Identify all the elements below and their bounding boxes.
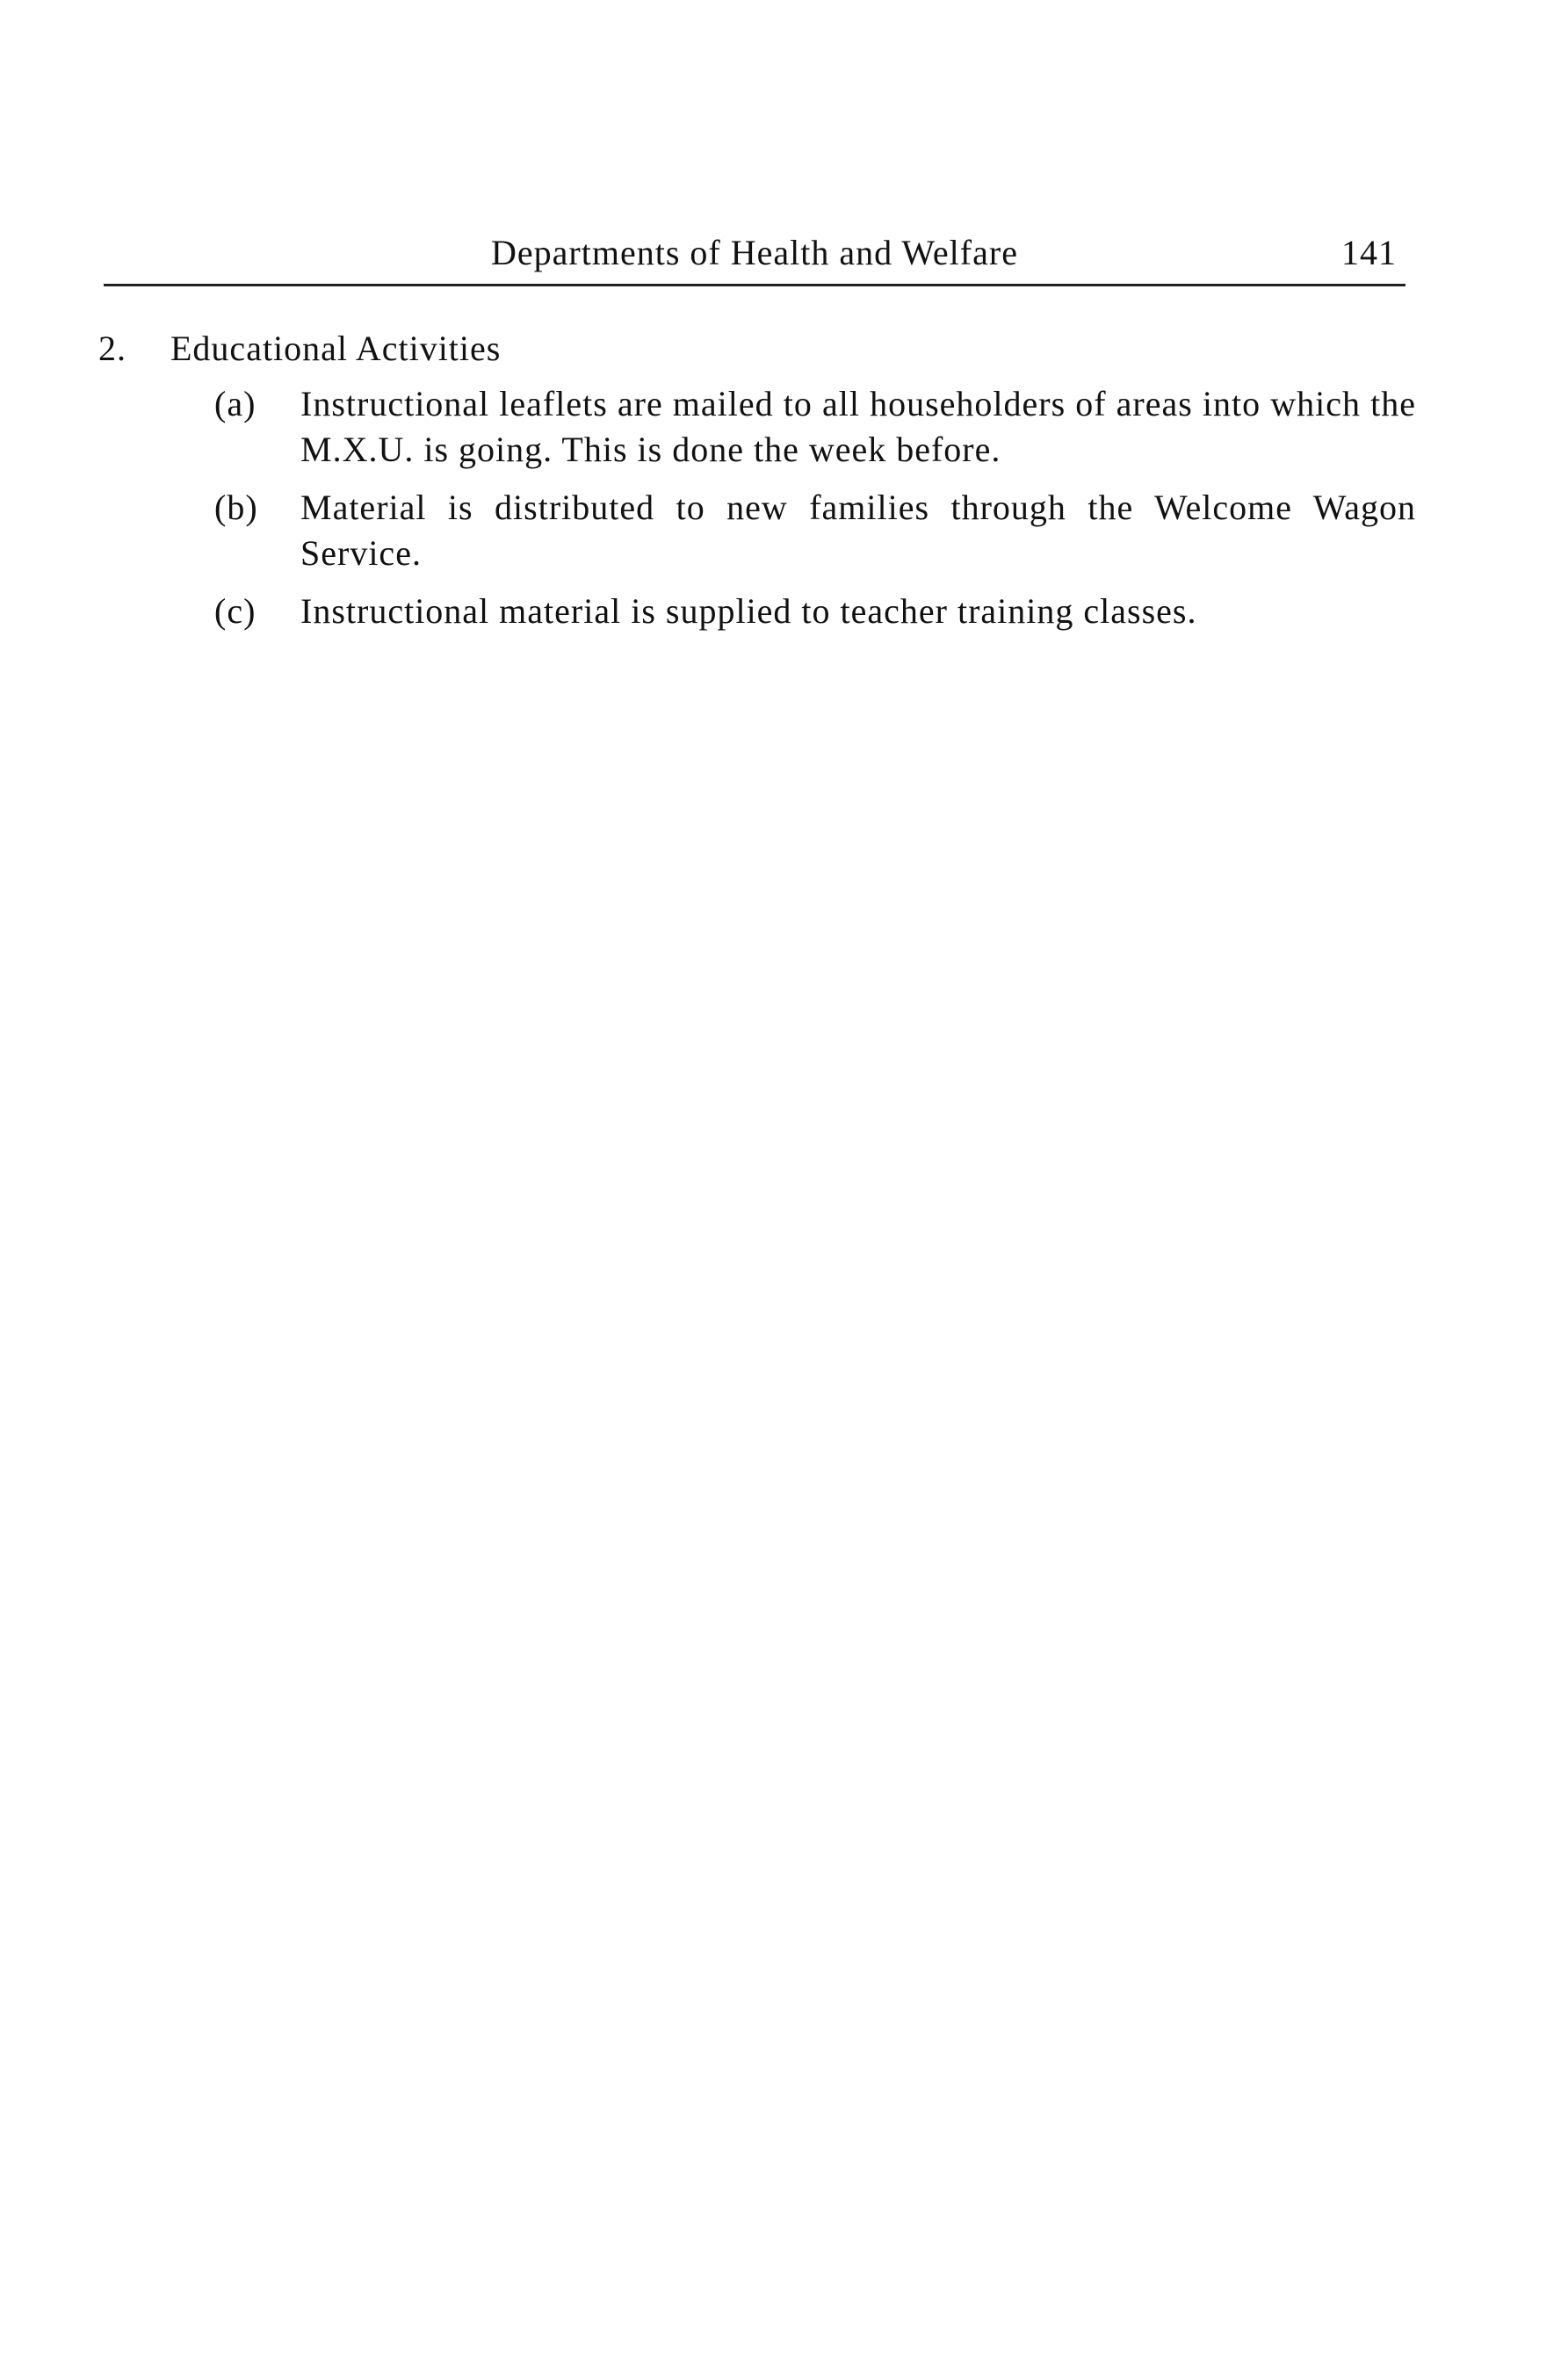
- header-rule: [104, 284, 1405, 286]
- list-item-marker: (b): [214, 488, 258, 527]
- list-item-text: Instructional leaflets are mailed to all householders of areas into which the M.X.U. is going. This is done the week before.: [300, 384, 1416, 469]
- list-item-a: [214, 381, 1416, 473]
- list-item-text: Instructional material is supplied to teacher training classes.: [300, 591, 1197, 631]
- section-number: 2.: [98, 329, 126, 368]
- list-item-text: Material is distributed to new families through the Welcome Wagon Service.: [300, 488, 1416, 573]
- running-title: Departments of Health and Welfare: [491, 233, 1018, 272]
- section-title: Educational Activities: [170, 329, 502, 368]
- list-item-c: [214, 589, 1416, 634]
- list-item-marker: (a): [214, 384, 257, 423]
- running-header: [104, 227, 1405, 279]
- list-item-marker: (c): [214, 591, 257, 631]
- section-heading: [98, 323, 1416, 374]
- section-educational-activities: [98, 323, 1416, 647]
- page-number: 141: [1341, 233, 1397, 272]
- list-item-b: [214, 485, 1416, 576]
